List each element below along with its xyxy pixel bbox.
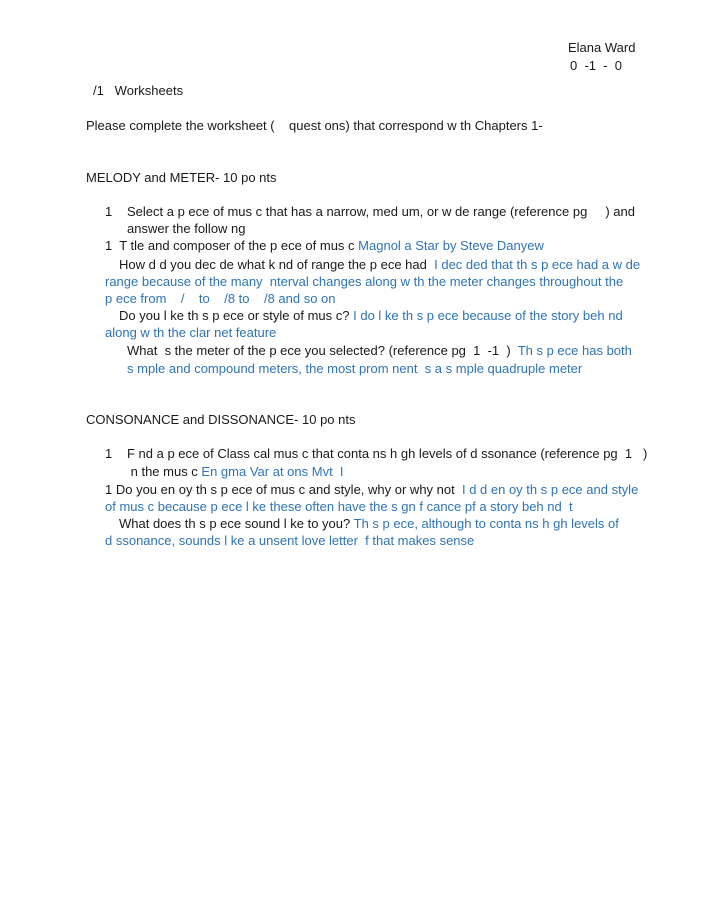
- author-name: Elana Ward: [568, 40, 636, 55]
- answer-text: I dec ded that th s p ece had a w de: [434, 257, 641, 272]
- list-number: 1: [105, 446, 113, 461]
- question-line: [119, 515, 619, 532]
- answer-text: Th s p ece, although to conta ns h gh levels of: [353, 516, 619, 531]
- answer-text: p ece from / to /8 to /8 and so on: [105, 291, 336, 306]
- section-heading-melody-meter: MELODY and METER- 10 po nts: [86, 170, 277, 185]
- question-line: [127, 463, 344, 480]
- document-title: /1 Worksheets: [93, 83, 184, 98]
- question-text: F nd a p ece of Class cal mus c that conta ns h gh levels of d ssonance (reference pg 1 ): [127, 446, 648, 461]
- intro-text: Please complete the worksheet ( quest ons) that correspond w th Chapters 1-: [86, 118, 543, 133]
- answer-text: range because of the many nterval changes along w th the meter changes throughout the: [105, 274, 624, 289]
- question-line: [119, 307, 623, 324]
- document-date: 0 -1 - 0: [570, 58, 623, 73]
- question-text: How d d you dec de what k nd of range the p ece had: [119, 257, 435, 272]
- question-text: answer the follow ng: [127, 221, 246, 236]
- answer-text: d ssonance, sounds l ke a unsent love letter f that makes sense: [105, 533, 475, 548]
- answer-text: En gma Var at ons Mvt I: [201, 464, 344, 479]
- answer-text: Th s p ece has both: [517, 343, 632, 358]
- answer-text: of mus c because p ece l ke these often have the s gn f cance pf a story beh nd t: [105, 499, 573, 514]
- question-text: 1 Do you en oy th s p ece of mus c and style, why or why not: [105, 482, 462, 497]
- question-text: 1 T tle and composer of the p ece of mus c: [105, 238, 359, 253]
- question-text: What does th s p ece sound l ke to you?: [119, 516, 354, 531]
- answer-text: Magnol a Star by Steve Danyew: [358, 238, 544, 253]
- question-text: What s the meter of the p ece you selected? (reference pg 1 -1 ): [127, 343, 518, 358]
- question-text: Do you l ke th s p ece or style of mus c?: [119, 308, 354, 323]
- question-text: Select a p ece of mus c that has a narrow, med um, or w de range (reference pg ) and: [127, 204, 635, 219]
- answer-text: s mple and compound meters, the most prom nent s a s mple quadruple meter: [127, 361, 583, 376]
- answer-text: along w th the clar net feature: [105, 325, 277, 340]
- list-number: 1: [105, 204, 113, 219]
- question-line: [119, 256, 640, 273]
- answer-text: I d d en oy th s p ece and style: [461, 482, 639, 497]
- answer-text: I do l ke th s p ece because of the story beh nd: [353, 308, 623, 323]
- section-heading-consonance-dissonance: CONSONANCE and DISSONANCE- 10 po nts: [86, 412, 356, 427]
- question-line: [105, 237, 544, 254]
- question-line: [105, 481, 638, 498]
- question-text: n the mus c: [127, 464, 202, 479]
- question-line: [127, 342, 632, 359]
